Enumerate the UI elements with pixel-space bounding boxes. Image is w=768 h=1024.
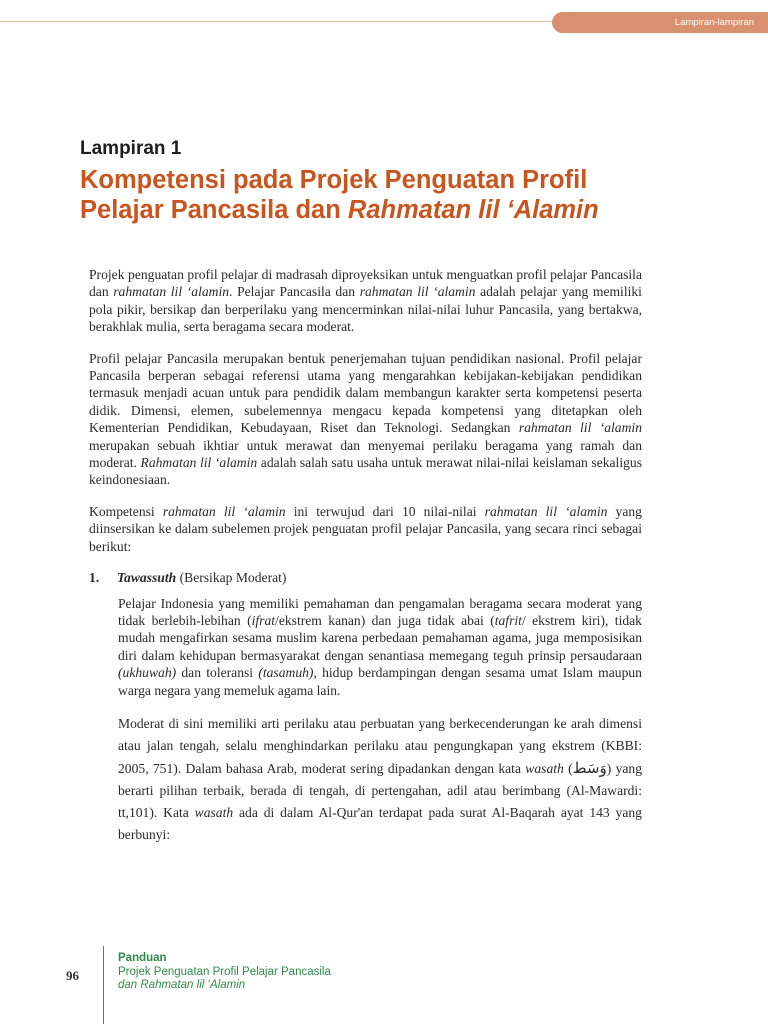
text-run-italic: tafrit bbox=[494, 612, 522, 628]
page-number: 96 bbox=[66, 968, 79, 983]
list-item-title bbox=[117, 569, 286, 586]
paragraph-2 bbox=[89, 350, 642, 489]
list-item-1-paragraph-2 bbox=[118, 713, 642, 846]
appendix-label: Lampiran 1 bbox=[80, 138, 182, 159]
text-run-italic: rahmatan lil ‘alamin bbox=[518, 420, 642, 436]
text-run: ( bbox=[563, 760, 573, 776]
text-run: Moderat di sini memiliki arti perilaku atau perbuatan yang berkecenderungan ke arah dimensi atau jalan tengah, selalu menghindarkan perilaku atau pengungkapan yang ekstrem (KBBI: 2005, 751). Dalam bahasa Arab, moderat sering dipadankan dengan kata bbox=[118, 715, 642, 776]
title-line-2 bbox=[80, 195, 700, 225]
text-run-italic: wasath bbox=[194, 804, 234, 820]
header-rule bbox=[0, 21, 552, 22]
footer-book-title bbox=[118, 952, 331, 993]
text-run: Pelajar Indonesia yang memiliki pemahaman dan pengamalan beragama secara moderat yang tidak berlebih-lebihan ( bbox=[118, 595, 642, 628]
title-line-2-plain: Pelajar Pancasila dan bbox=[80, 196, 348, 224]
list-item-1-heading bbox=[89, 569, 642, 586]
page-title bbox=[80, 165, 700, 225]
arabic-word: وَسَط bbox=[572, 758, 607, 777]
text-run-italic: (tasamuh) bbox=[258, 665, 314, 681]
text-run-italic: wasath bbox=[525, 760, 564, 776]
text-run: /ekstrem kanan) dan juga tidak abai ( bbox=[275, 612, 495, 628]
text-run: Kompetensi bbox=[89, 503, 163, 519]
text-run-italic: rahmatan lil ‘alamin bbox=[162, 503, 286, 519]
title-line-2-italic: Rahmatan lil ‘Alamin bbox=[347, 196, 599, 224]
footer-line-2: Projek Penguatan Profil Pelajar Pancasila bbox=[118, 965, 331, 978]
footer-line-3: dan Rahmatan lil ‘Alamin bbox=[118, 979, 246, 991]
text-run: , hidup berdampingan dengan sesama umat Islam maupun warga negara yang memeluk agama lain. bbox=[118, 665, 642, 698]
text-run-italic: ifrat bbox=[251, 612, 276, 628]
text-run: ) yang berarti pilihan terbaik, berada di tengah, di pertengahan, adil atau berimbang (Al-Mawardi: tt,101). Kata bbox=[118, 760, 642, 820]
text-run: merupakan sebuah ikhtiar untuk merawat dan menyemai perilaku beragama yang ramah dan moderat. bbox=[89, 437, 642, 471]
list-item-1-paragraph-1 bbox=[118, 595, 642, 699]
text-run: adalah pelajar yang memiliki pola pikir, bersikap dan berperilaku yang mencerminkan nilai-nilai luhur Pancasila, yang bertakwa, berakhlak mulia, serta beragama secara moderat. bbox=[89, 284, 642, 335]
text-run-italic: Rahmatan lil ‘alamin bbox=[140, 455, 258, 471]
text-run-italic: (ukhuwah) bbox=[118, 665, 177, 681]
text-run: ada di dalam Al-Qur'an terdapat pada surat Al-Baqarah ayat 143 yang berbunyi: bbox=[118, 804, 642, 842]
list-term: Tawassuth bbox=[117, 570, 177, 586]
paragraph-1 bbox=[89, 266, 642, 336]
text-run: Profil pelajar Pancasila merupakan bentuk penerjemahan tujuan pendidikan nasional. Profil pelajar Pancasila berperan sebagai referensi utama yang mengarahkan kebijakan-kebijakan pendidikan termasuk menjadi acuan untuk para pendidik dalam membangun karakter serta kompetensi peserta didik. Dimensi, elemen, subelemennya mengacu kepada kompetensi yang ditetapkan oleh Kementerian Pendidikan, Kebudayaan, Riset dan Teknologi. Sedangkan bbox=[89, 350, 642, 436]
text-run: adalah salah satu usaha untuk merawat nilai-nilai keislaman sekaligus keindonesiaan. bbox=[89, 455, 642, 488]
paragraph-3 bbox=[89, 503, 642, 555]
text-run: yang diinsersikan ke dalam subelemen projek penguatan profil pelajar Pancasila, yang secara rinci sebagai berikut: bbox=[89, 503, 642, 554]
body-text bbox=[89, 266, 642, 860]
text-run: . Pelajar Pancasila dan bbox=[229, 284, 360, 300]
text-run: Projek penguatan profil pelajar di madrasah diproyeksikan untuk menguatkan profil pelajar Pancasila dan bbox=[89, 267, 642, 300]
section-tab: Lampiran-lampiran bbox=[552, 12, 768, 33]
text-run-italic: rahmatan lil ‘alamin bbox=[484, 503, 608, 519]
title-line-1: Kompetensi pada Projek Penguatan Profil bbox=[80, 166, 588, 194]
list-term-gloss: (Bersikap Moderat) bbox=[176, 570, 287, 586]
list-number: 1. bbox=[89, 570, 100, 586]
text-run-italic: rahmatan lil ‘alamin bbox=[113, 284, 230, 300]
footer-line-1: Panduan bbox=[118, 952, 167, 964]
footer-divider bbox=[103, 946, 104, 1024]
text-run-italic: rahmatan lil ‘alamin bbox=[359, 284, 476, 300]
text-run: dan toleransi bbox=[176, 665, 259, 681]
text-run: ini terwujud dari 10 nilai-nilai bbox=[285, 503, 485, 519]
list-item-1-body bbox=[118, 595, 642, 846]
text-run: / ekstrem kiri), tidak mudah mengafirkan sesama muslim karena perbedaan pemahaman agama, juga memposisikan diri dalam kehidupan bermasyarakat dengan senantiasa memegang teguh prinsip persaudaraan bbox=[118, 612, 642, 663]
